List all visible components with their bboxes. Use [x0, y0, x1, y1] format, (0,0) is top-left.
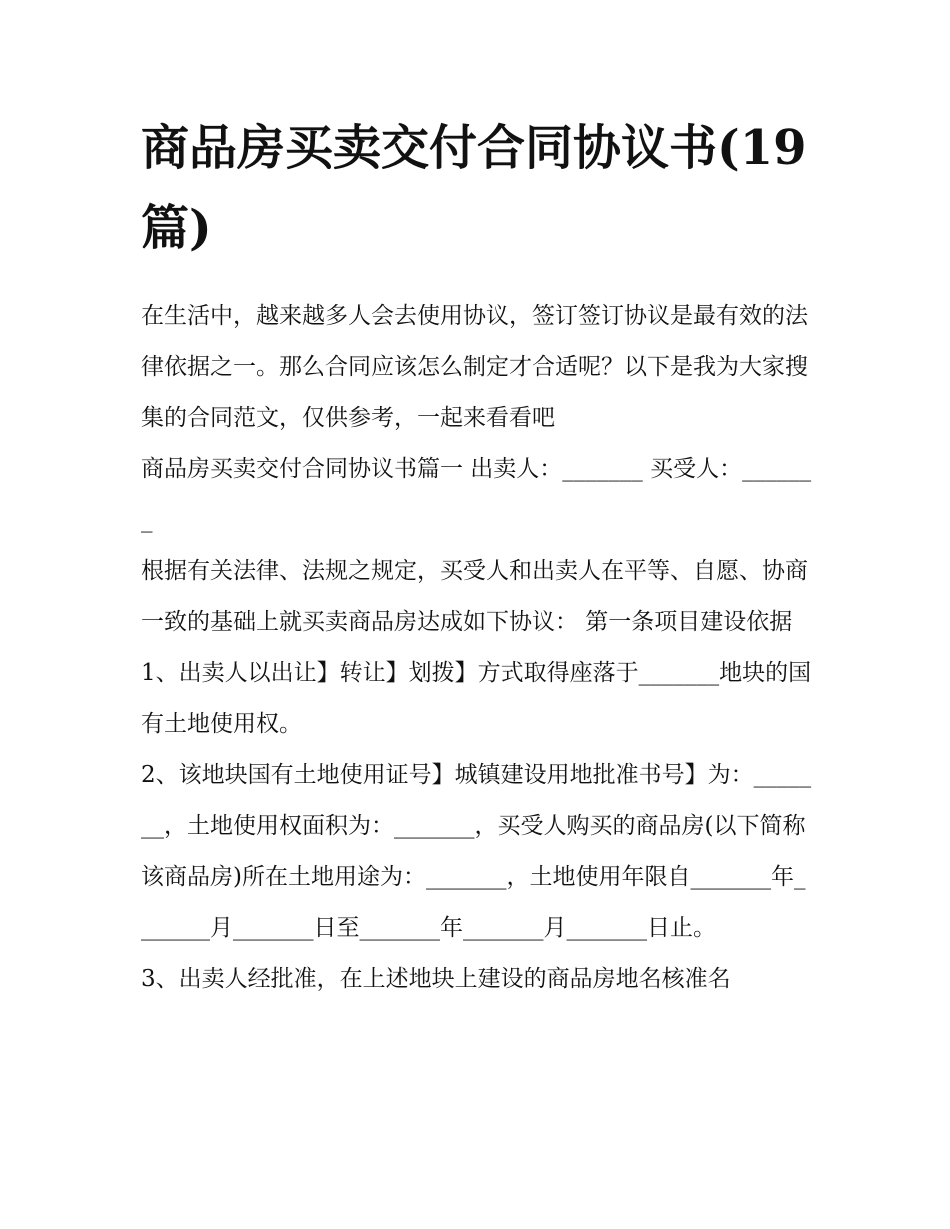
document-title: 商品房买卖交付合同协议书(19篇) [141, 120, 807, 256]
contract-parties-paragraph: 商品房买卖交付合同协议书篇一 出卖人：_______ 买受人：_______ [141, 456, 812, 533]
agreement-basis-paragraph: 根据有关法律、法规之规定，买受人和出卖人在平等、自愿、协商一致的基础上就买卖商品房达成如下协议： 第一条项目建设依据 [141, 558, 808, 635]
clause-2-paragraph: 2、该地块国有土地使用证号】城镇建设用地批准书号】为：_______，土地使用权面积为：_______，买受人购买的商品房(以下简称该商品房)所在土地用途为：_______，土地使用年限自_______年_______月_______日至_______年_______月_______日止。 [141, 762, 812, 941]
intro-paragraph: 在生活中，越来越多人会去使用协议，签订签订协议是最有效的法律依据之一。那么合同应该怎么制定才合适呢？以下是我为大家搜集的合同范文，仅供参考，一起来看看吧 [141, 303, 808, 431]
document-content [141, 108, 813, 1005]
clause-3-paragraph: 3、出卖人经批准，在上述地块上建设的商品房地名核准名 [141, 966, 731, 992]
clause-1-paragraph: 1、出卖人以出让】转让】划拨】方式取得座落于_______地块的国有土地使用权。 [141, 660, 812, 737]
